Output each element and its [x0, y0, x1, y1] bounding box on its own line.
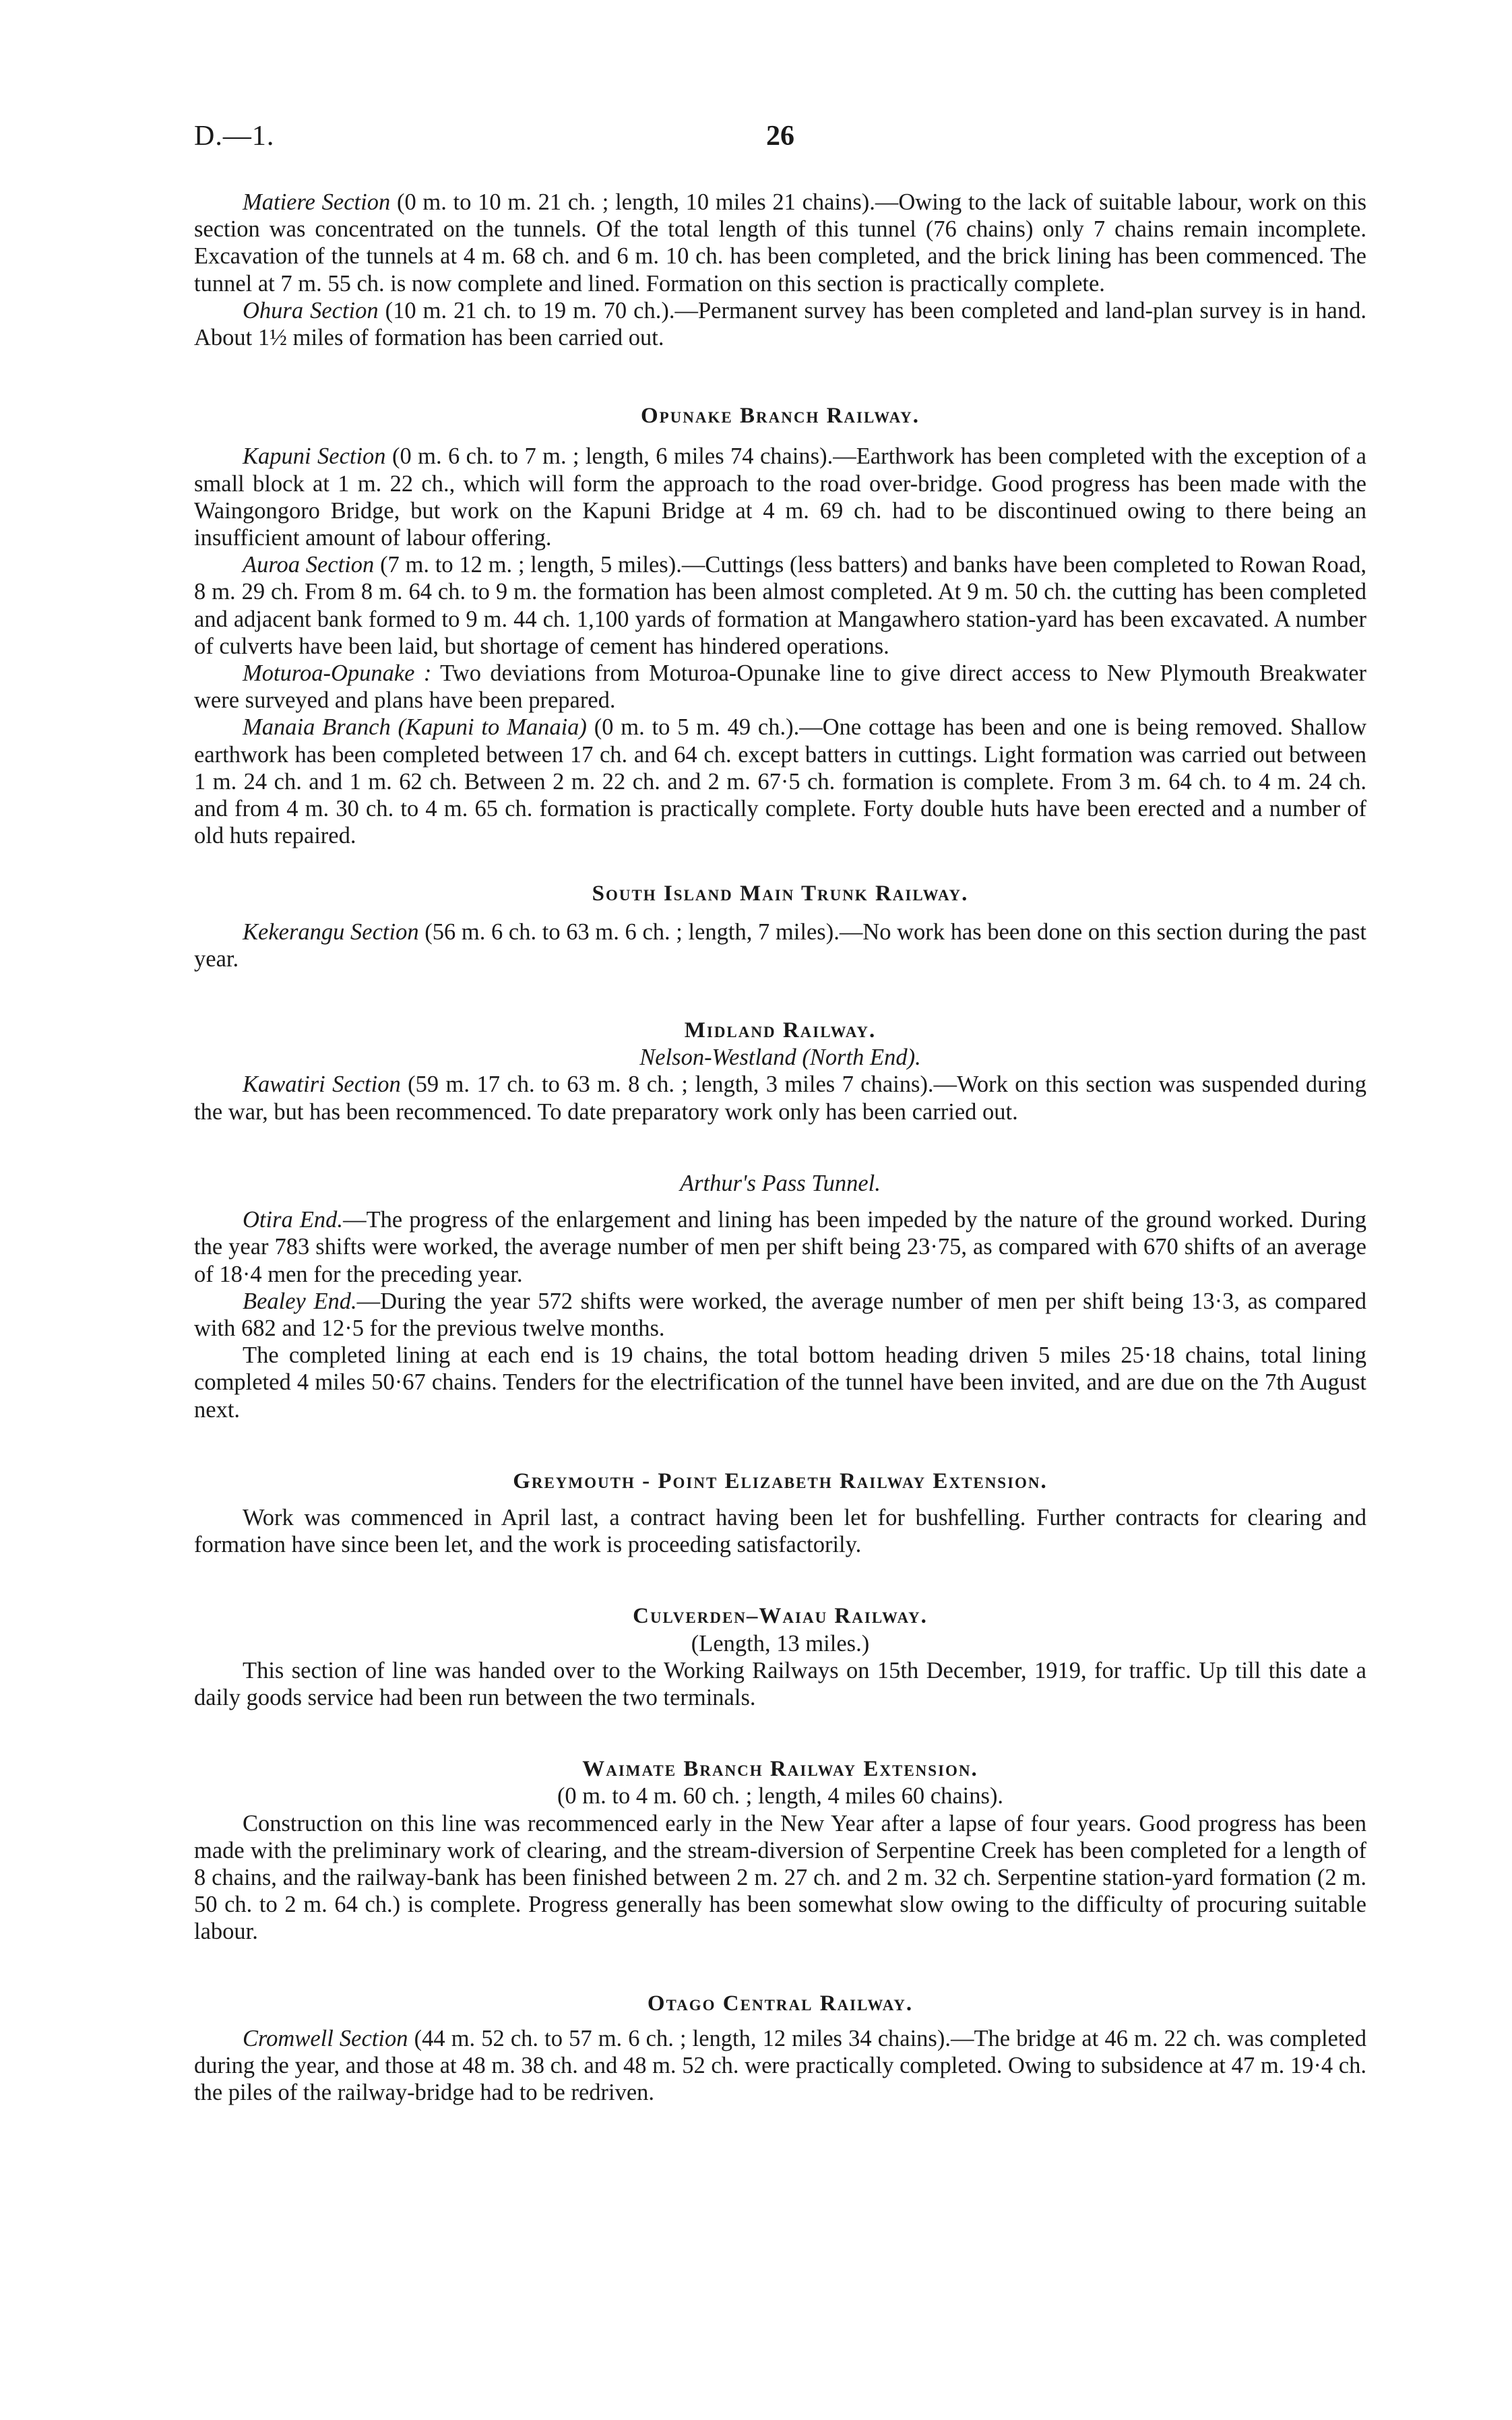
document-reference: D.—1.: [194, 121, 275, 152]
heading-midland: Midland Railway.: [684, 1018, 877, 1043]
section-title: Kawatiri Section: [243, 1072, 401, 1098]
paragraph-kawatiri: [194, 1071, 1366, 1125]
paragraph-text: (59 m. 17 ch. to 63 m. 8 ch. ; length, 3 miles 7 chains).—Work on this section was suspended during the war, but has been recommenced. To date preparatory work only has been carried out.: [194, 1072, 1366, 1125]
paragraph-text: (0 m. 6 ch. to 7 m. ; length, 6 miles 74 chains).—Earthwork has been completed with the exception of a small block at 1 m. 22 ch., which will form the approach to the road over-bridge. Good progress has been made with the Waingongoro Bridge, but work on the Kapuni Bridge at 4 m. 69 ch. had to be discontinued owing to there being an insufficient amount of labour offering.: [194, 443, 1366, 551]
paragraph-culverden: This section of line was handed over to the Working Railways on 15th December, 1919, for traffic. Up till this date a daily goods service had been run between the two terminals.: [194, 1657, 1366, 1710]
section-title: Otira End.: [243, 1207, 344, 1233]
section-title: Kapuni Section: [243, 443, 386, 470]
paragraph-waimate: Construction on this line was recommenced early in the New Year after a lapse of four years. Good progress has been made with the preliminary work of clearing, and the stream-diversion of Serpentine Creek has been completed for a length of 8 chains, and the railway-bank has been finished between 2 m. 27 ch. and 2 m. 32 ch. Serpentine station-yard formation (2 m. 50 ch. to 2 m. 64 ch.) is complete. Progress generally has been somewhat slow owing to the difficulty of procuring suitable labour.: [194, 1810, 1366, 1945]
paragraph-text: —During the year 572 shifts were worked, the average number of men per shift being 13·3, as compared with 682 and 12·5 for the previous twelve months.: [194, 1288, 1367, 1341]
paragraph-text: Two deviations from Moturoa-Opunake line to give direct access to New Plymouth Breakwater were surveyed and plans have been prepared.: [194, 660, 1366, 714]
paragraph-bealey: [194, 1288, 1366, 1342]
subheading-culverden-length: (Length, 13 miles.): [691, 1630, 870, 1656]
paragraph-moturoa: [194, 660, 1366, 714]
subheading-arthurs-pass: Arthur's Pass Tunnel.: [680, 1170, 881, 1196]
heading-greymouth: Greymouth - Point Elizabeth Railway Extension.: [513, 1468, 1048, 1493]
paragraph-text: (0 m. to 10 m. 21 ch. ; length, 10 miles 21 chains).—Owing to the lack of suitable labour, work on this section was concentrated on the tunnels. Of the total length of this tunnel (76 chains) only 7 chains remain incomplete. Excavation of the tunnels at 4 m. 68 ch. and 6 m. 10 ch. has been completed, and the brick lining has been commenced. The tunnel at 7 m. 55 ch. is now complete and lined. Formation on this section is practically complete.: [194, 189, 1367, 297]
page-header: [194, 120, 1366, 160]
paragraph-manaia: [194, 714, 1366, 849]
paragraph-matiere: [194, 189, 1366, 297]
section-title: Moturoa-Opunake :: [243, 660, 432, 687]
subheading-nelson-westland: Nelson-Westland (North End).: [639, 1045, 921, 1071]
page-number: 26: [766, 121, 794, 152]
paragraph-text: (10 m. 21 ch. to 19 m. 70 ch.).—Permanent survey has been completed and land-plan survey is in hand. About 1½ miles of formation has been carried out.: [194, 297, 1366, 351]
paragraph-text: (56 m. 6 ch. to 63 m. 6 ch. ; length, 7 miles).—No work has been done on this section during the past year.: [194, 919, 1367, 972]
paragraph-greymouth: Work was commenced in April last, a contract having been let for bushfelling. Further contracts for clearing and formation have since been let, and the work is proceeding satisfactorily.: [194, 1504, 1366, 1558]
heading-waimate: Waimate Branch Railway Extension.: [582, 1757, 978, 1782]
paragraph-ohura: [194, 297, 1366, 351]
paragraph-cromwell: [194, 2025, 1366, 2107]
paragraph-otira: [194, 1206, 1366, 1288]
heading-otago: Otago Central Railway.: [647, 1991, 914, 2016]
paragraph-completed-lining: The completed lining at each end is 19 chains, the total bottom heading driven 5 miles 25·18 chains, total lining completed 4 miles 50·67 chains. Tenders for the electrification of the tunnel have been invited, and are due on the 7th August next.: [194, 1342, 1366, 1423]
subheading-waimate-length: (0 m. to 4 m. 60 ch. ; length, 4 miles 60 chains).: [557, 1783, 1004, 1809]
paragraph-text: —The progress of the enlargement and lining has been impeded by the nature of the ground worked. During the year 783 shifts were worked, the average number of men per shift being 23·75, as compared with 670 shifts of an average of 18·4 men for the preceding year.: [194, 1207, 1366, 1287]
paragraph-text: (44 m. 52 ch. to 57 m. 6 ch. ; length, 12 miles 34 chains).—The bridge at 46 m. 22 ch. was completed during the year, and those at 48 m. 38 ch. and 48 m. 52 ch. were practically completed. Owing to subsidence at 47 m. 19·4 ch. the piles of the railway-bridge had to be redriven.: [194, 2025, 1366, 2106]
section-title: Ohura Section: [243, 297, 379, 323]
heading-culverden: Culverden–Waiau Railway.: [633, 1604, 928, 1629]
heading-opunake: Opunake Branch Railway.: [640, 404, 920, 429]
section-title: Kekerangu Section: [243, 919, 419, 945]
paragraph-auroa: [194, 551, 1366, 660]
heading-south-island: South Island Main Trunk Railway.: [592, 881, 969, 906]
paragraph-kekerangu: [194, 919, 1366, 972]
document-body: [194, 189, 1366, 2106]
paragraph-text: (7 m. to 12 m. ; length, 5 miles).—Cuttings (less batters) and banks have been completed to Rowan Road, 8 m. 29 ch. From 8 m. 64 ch. to 9 m. the formation has been almost completed. At 9 m. 50 ch. the cutting has been completed and adjacent bank formed to 9 m. 44 ch. 1,100 yards of formation at Mangawhero station-yard has been excavated. A number of culverts have been laid, but shortage of cement has hindered operations.: [194, 552, 1366, 659]
section-title: Bealey End.: [243, 1288, 357, 1314]
section-title: Matiere Section: [243, 189, 391, 215]
section-title: Manaia Branch (Kapuni to Manaia): [243, 714, 587, 741]
paragraph-text: (0 m. to 5 m. 49 ch.).—One cottage has been and one is being removed. Shallow earthwork has been completed between 17 ch. and 64 ch. except batters in cuttings. Light formation was carried out between 1 m. 24 ch. and 1 m. 62 ch. Between 2 m. 22 ch. and 2 m. 67·5 ch. formation is complete. From 3 m. 64 ch. to 4 m. 24 ch. and from 4 m. 30 ch. to 4 m. 65 ch. formation is practically complete. Forty double huts have been erected and a number of old huts repaired.: [194, 714, 1366, 849]
section-title: Cromwell Section: [243, 2025, 408, 2051]
section-title: Auroa Section: [243, 552, 375, 578]
paragraph-kapuni: [194, 443, 1366, 551]
